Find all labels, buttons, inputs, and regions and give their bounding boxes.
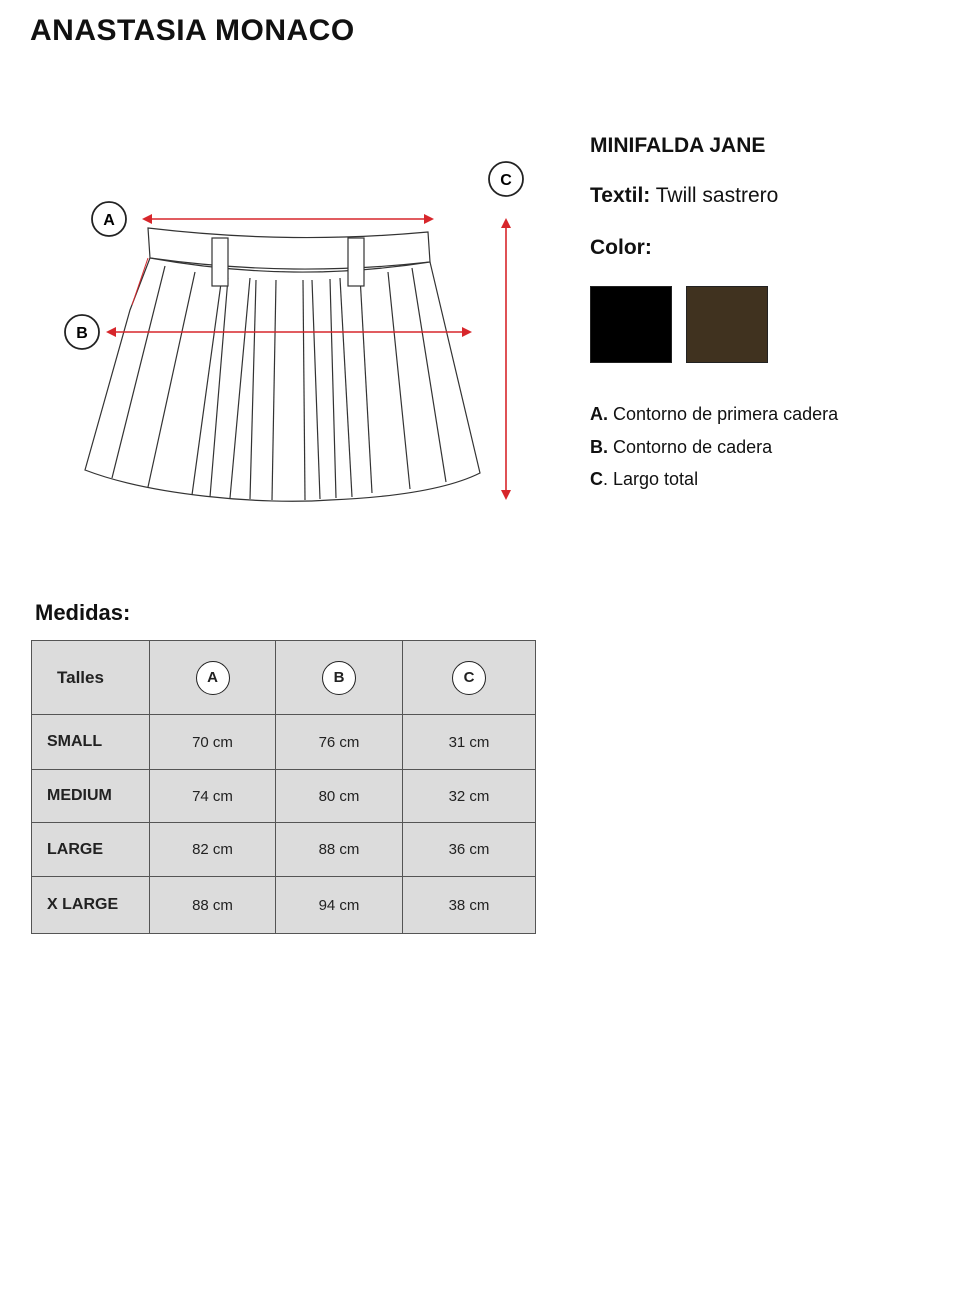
- value-c: 36 cm: [403, 823, 536, 877]
- measurement-legend: [590, 398, 838, 496]
- header-b: B: [276, 641, 403, 715]
- size-label: SMALL: [32, 715, 150, 770]
- textile-value: Twill sastrero: [655, 184, 779, 207]
- value-a: 82 cm: [150, 823, 276, 877]
- marker-b-label: B: [76, 325, 88, 342]
- color-label: Color:: [590, 236, 652, 259]
- size-table: [31, 640, 536, 934]
- value-a: 74 cm: [150, 770, 276, 823]
- marker-a-label: A: [103, 212, 115, 229]
- value-b: 88 cm: [276, 823, 403, 877]
- color-swatch-brown: [686, 286, 768, 363]
- header-a: A: [150, 641, 276, 715]
- value-b: 80 cm: [276, 770, 403, 823]
- measure-line-c: [501, 218, 511, 500]
- product-name: MINIFALDA JANE: [590, 134, 766, 157]
- textile-label: Textil:: [590, 184, 651, 207]
- measure-line-a: [142, 214, 434, 224]
- table-row: [32, 877, 536, 934]
- size-label: LARGE: [32, 823, 150, 877]
- size-label: X LARGE: [32, 877, 150, 934]
- brand-logo-text: ANASTASIA MONACO: [30, 14, 355, 47]
- value-a: 88 cm: [150, 877, 276, 934]
- color-swatch-black: [590, 286, 672, 363]
- legend-item-b: B. Contorno de cadera: [590, 436, 773, 457]
- value-c: 38 cm: [403, 877, 536, 934]
- textile-line: [590, 184, 778, 208]
- size-label: MEDIUM: [32, 770, 150, 823]
- table-row: [32, 715, 536, 770]
- value-a: 70 cm: [150, 715, 276, 770]
- table-header-row: [32, 641, 536, 715]
- header-c: C: [403, 641, 536, 715]
- value-b: 94 cm: [276, 877, 403, 934]
- table-row: [32, 823, 536, 877]
- value-c: 32 cm: [403, 770, 536, 823]
- legend-item-c: C. Largo total: [590, 469, 699, 489]
- header-talles: Talles: [32, 641, 150, 715]
- value-b: 76 cm: [276, 715, 403, 770]
- marker-c-label: C: [500, 172, 512, 189]
- table-row: [32, 770, 536, 823]
- legend-item-a: A. Contorno de primera cadera: [590, 404, 839, 424]
- skirt-diagram: [0, 0, 560, 540]
- value-c: 31 cm: [403, 715, 536, 770]
- measurements-title: Medidas:: [35, 600, 131, 625]
